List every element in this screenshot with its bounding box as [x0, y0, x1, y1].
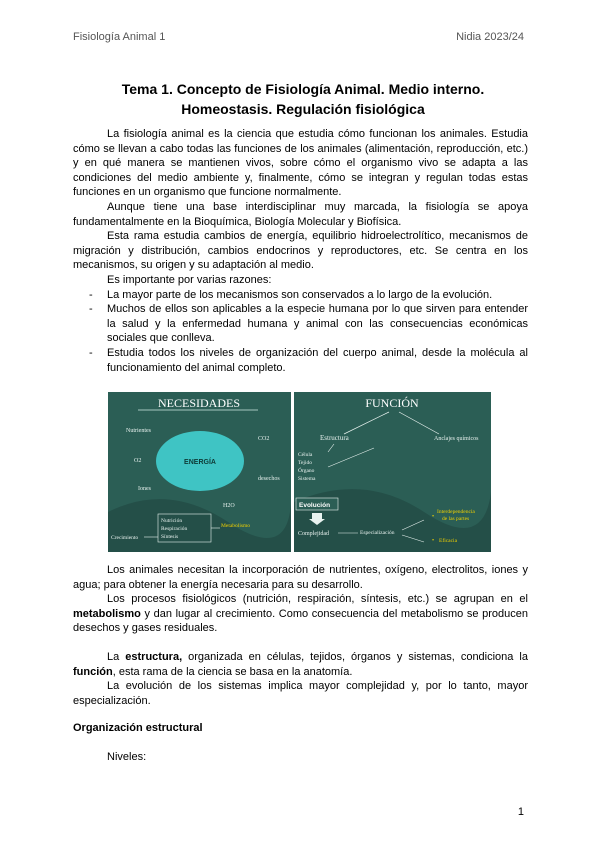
- svg-text:•: •: [432, 538, 435, 544]
- header-left: Fisiología Animal 1: [73, 31, 166, 43]
- paragraph-intro: La fisiología animal es la ciencia que estudia cómo funcionan los animales. Estudia cómo se llevan a cabo todas las funciones de los animales (alimentación, reproducción, etc.) y en qué manera se mantienen vivos, sobre cómo el organismo vivo se adapta a las condiciones del medio ambiente y, finalmente, cómo se integran y regulan todas estas funciones en un organismo que funcione normalmente.: [73, 128, 528, 199]
- title-line-1: Tema 1. Concepto de Fisiología Animal. Medio interno.: [121, 81, 485, 97]
- figure-block: [108, 392, 491, 552]
- funcion-bold: función: [73, 665, 113, 678]
- paragraph-necesidades: Los animales necesitan la incorporación de nutrientes, oxígeno, electrolitos, iones y agua; para obtener la energía necesaria para su desarrollo.: [73, 564, 528, 591]
- text-span: Los procesos fisiológicos (nutrición, respiración, síntesis, etc.) se agrupan en el: [107, 593, 528, 606]
- after-section: [73, 563, 528, 765]
- sintesis-label: Síntesis: [161, 534, 179, 540]
- figure-necesidades: [108, 392, 291, 552]
- title-line-2: Homeostasis. Regulación fisiológica: [181, 101, 425, 117]
- crecimiento-label: Crecimiento: [111, 535, 139, 541]
- tejido-label: Tejido: [298, 460, 312, 466]
- page-number: 1: [517, 806, 524, 818]
- page-title: [60, 79, 546, 119]
- desechos-label: desechos: [258, 476, 280, 482]
- text-span: y dan lugar al crecimiento. Como consecuencia del metabolismo se producen desechos y gases residuales.: [73, 607, 528, 635]
- intro-section: [73, 127, 528, 375]
- organo-label: Órgano: [298, 468, 315, 474]
- partes-label: de las partes: [442, 516, 470, 522]
- paragraph-evolucion: La evolución de los sistemas implica mayor complejidad y, por lo tanto, mayor especialización.: [73, 680, 528, 707]
- paragraph-procesos: [73, 592, 528, 636]
- estructura-bold: estructura,: [125, 650, 183, 663]
- list-item: - Muchos de ellos son aplicables a la especie humana por lo que sirven para entender la salud y la enfermedad humana y animal con las consecuencias económicas sociales que conlleva.: [73, 302, 528, 346]
- nutricion-label: Nutrición: [161, 518, 183, 524]
- text-span: organizada en células, tejidos, órganos y sistemas, condiciona la: [182, 650, 528, 663]
- figure-funcion: [294, 392, 491, 552]
- paragraph-base: Aunque tiene una base interdisciplinar muy marcada, la fisiología se apoya fundamentalmente en la Bioquímica, Biología Molecular y Biofísica.: [73, 200, 528, 228]
- paragraph-razones: Es importante por varias razones:: [107, 273, 272, 286]
- nutrientes-label: Nutrientes: [126, 428, 151, 434]
- sistema-label: Sistema: [298, 476, 316, 482]
- interdependencia-label: Interdependencia: [437, 509, 475, 515]
- text-span: La: [107, 650, 126, 663]
- eficacia-label: Eficacia: [439, 538, 458, 544]
- metabolismo-label: Metabolismo: [221, 523, 251, 529]
- header-right: Nidia 2023/24: [456, 31, 524, 43]
- complejidad-label: Complejidad: [298, 531, 329, 537]
- section-heading: Organización estructural: [73, 722, 203, 735]
- estructura-label: Estructura: [320, 434, 349, 442]
- figure-title: FUNCIÓN: [365, 396, 419, 410]
- especializacion-label: Especialización: [360, 530, 395, 536]
- svg-text:•: •: [432, 514, 435, 520]
- list-item: - La mayor parte de los mecanismos son conservados a lo largo de la evolución.: [73, 288, 528, 303]
- reasons-list: [73, 288, 528, 376]
- h2o-label: H2O: [223, 503, 235, 509]
- paragraph-estructura: [73, 650, 528, 679]
- o2-label: O2: [134, 458, 142, 464]
- celula-label: Célula: [298, 452, 313, 458]
- metabolismo-bold: metabolismo: [73, 607, 141, 620]
- co2-label: CO2: [258, 436, 270, 442]
- list-item: - Estudia todos los niveles de organización del cuerpo animal, desde la molécula al funcionamiento del animal completo.: [73, 346, 528, 375]
- niveles-label: Niveles:: [107, 750, 147, 763]
- text-span: , esta rama de la ciencia se basa en la anatomía.: [112, 665, 353, 678]
- iones-label: Iones: [138, 486, 151, 492]
- anclajes-label: Anclajes químicos: [434, 436, 479, 442]
- figure-title: NECESIDADES: [157, 396, 241, 410]
- paragraph-rama: Esta rama estudia cambios de energía, equilibrio hidroelectrolítico, mecanismos de migración y distribución, cambios endocrinos y reproductores, etc. Se centra en los mecanismos, su origen y su adaptación al medio.: [73, 230, 528, 272]
- evolucion-label: Evolución: [299, 502, 331, 509]
- energia-label: ENERGÍA: [184, 459, 216, 466]
- respiracion-label: Respiración: [161, 526, 188, 532]
